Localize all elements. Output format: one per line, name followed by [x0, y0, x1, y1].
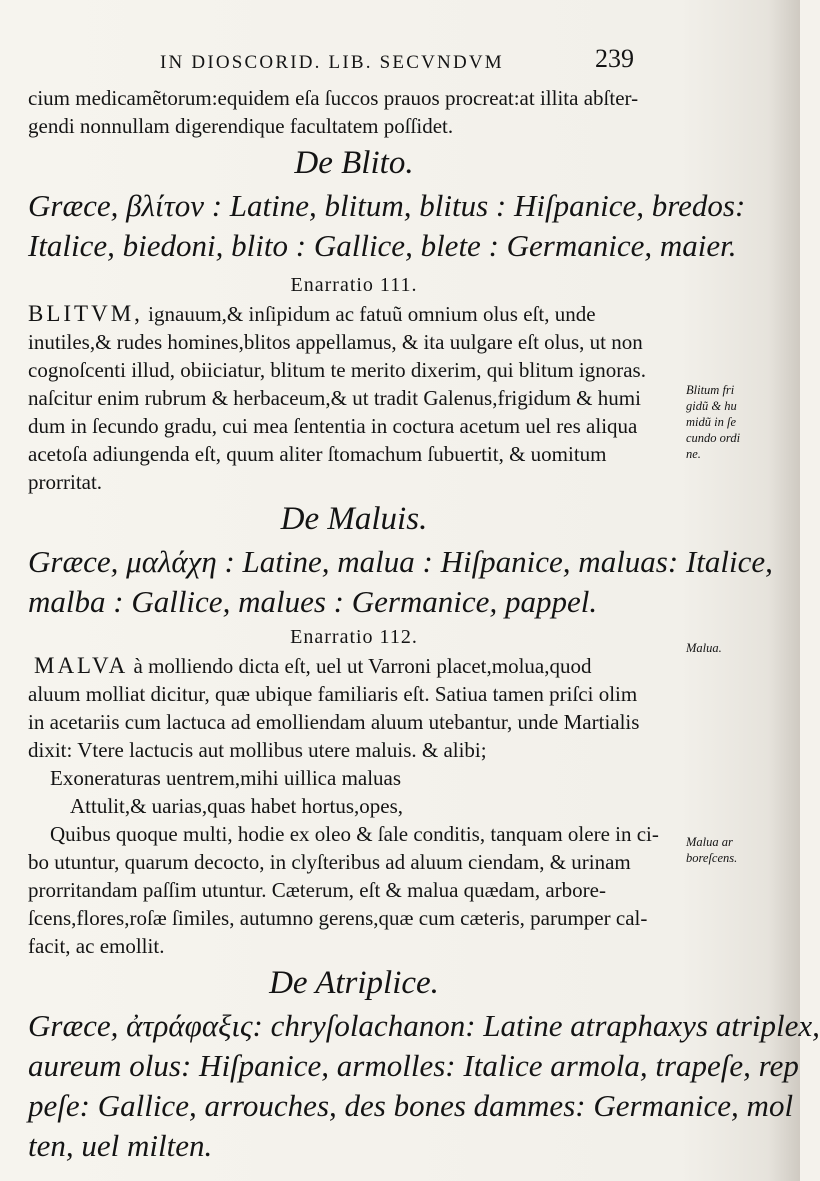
text-line: cognoſcenti illud, obiiciatur, blitum te merito dixerim, qui blitum ignoras. — [28, 358, 646, 382]
margin-note-blitum — [686, 382, 740, 462]
text-line: aluum molliat dicitur, quæ ubique familiaris eſt. Satiua tamen priſci olim — [28, 682, 638, 706]
verse-line: Exoneraturas uentrem,mihi uillica maluas — [50, 766, 402, 790]
note-line: gidũ & hu — [686, 399, 737, 413]
margin-note-malua-arborescens — [686, 834, 737, 866]
note-line: boreſcens. — [686, 851, 738, 865]
section-heading-atriplice: De Atriplice. — [269, 965, 439, 1001]
text-span: ignauum,& inſipidum ac fatuũ omnium olus eſt, unde — [142, 302, 596, 326]
note-line: ne. — [686, 447, 701, 461]
synonyms-line: Græce, βλίτον : Latine, blitum, blitus : Hiſpanice, bredos: — [28, 188, 746, 223]
text-line: naſcitur enim rubrum & herbaceum,& ut tradit Galenus,frigidum & humi — [28, 386, 641, 410]
section-heading-blito: De Blito. — [294, 145, 414, 181]
page-number: 239 — [595, 44, 634, 73]
text-line: cium medicamẽtorum:equidem eſa ſuccos prauos procreat:at illita abſter- — [28, 86, 639, 110]
text-line — [28, 652, 680, 680]
text-line: in acetariis cum lactuca ad emolliendam aluum utebantur, unde Martialis — [28, 710, 640, 734]
text-line: facit, ac emollit. — [28, 934, 165, 958]
text-line: prorritat. — [28, 470, 103, 494]
note-line: midũ in ſe — [686, 415, 736, 429]
text-line — [28, 300, 680, 328]
lead-word: MALVA — [34, 653, 129, 678]
section-heading-maluis: De Maluis. — [280, 501, 428, 537]
enarratio-heading: Enarratio 111. — [290, 274, 418, 296]
note-line: Malua. — [686, 641, 722, 655]
text-line: bo utuntur, quarum decocto, in clyſteribus ad aluum ciendam, & urinam — [28, 850, 631, 874]
text-line: dum in ſecundo gradu, cui mea ſententia in coctura acetum uel res aliqua — [28, 414, 638, 438]
text-line: prorritandam paſſim utuntur. Cæterum, eſt & malua quædam, arbore- — [28, 878, 606, 902]
text-line: inutiles,& rudes homines,blitos appellamus, & ita uulgare eſt olus, ut non — [28, 330, 643, 354]
page-header — [0, 44, 720, 84]
synonyms-line: ten, uel milten. — [28, 1128, 213, 1163]
synonyms-line: Græce, ἀτράφαξις: chryſolachanon: Latine atraphaxys atriplex, — [28, 1008, 820, 1043]
synonyms-line: aureum olus: Hiſpanice, armolles: Italice armola, trapeſe, rep — [28, 1048, 799, 1083]
synonyms-line: peſe: Gallice, arrouches, des bones dammes: Germanice, mol — [28, 1088, 794, 1123]
text-line: Quibus quoque multi, hodie ex oleo & ſale conditis, tanquam olere in ci- — [50, 822, 659, 846]
running-head: IN DIOSCORID. LIB. SECVNDVM — [160, 52, 504, 73]
text-line: gendi nonnullam digerendique facultatem poſſidet. — [28, 114, 454, 138]
synonyms-line: malba : Gallice, malues : Germanice, pappel. — [28, 584, 598, 619]
synonyms-line: Græce, μαλάχη : Latine, malua : Hiſpanice, maluas: Italice, — [28, 544, 773, 579]
margin-note-malua — [686, 640, 722, 656]
text-span: à molliendo dicta eſt, uel ut Varroni placet,molua,quod — [128, 654, 592, 678]
text-line: acetoſa adiungenda eſt, quum aliter ſtomachum ſubuertit, & uomitum — [28, 442, 607, 466]
text-line: dixit: Vtere lactucis aut mollibus utere maluis. & alibi; — [28, 738, 487, 762]
verse-line: Attulit,& uarias,quas habet hortus,opes, — [70, 794, 404, 818]
note-line: Blitum fri — [686, 383, 735, 397]
lead-word: BLITVM, — [28, 301, 143, 326]
note-line: cundo ordi — [686, 431, 741, 445]
text-line: ſcens,flores,roſæ ſimiles, autumno gerens,quæ cum cæteris, parumper cal- — [28, 906, 648, 930]
synonyms-line: Italice, biedoni, blito : Gallice, blete : Germanice, maier. — [28, 228, 737, 263]
note-line: Malua ar — [686, 835, 733, 849]
enarratio-heading: Enarratio 112. — [290, 626, 418, 648]
